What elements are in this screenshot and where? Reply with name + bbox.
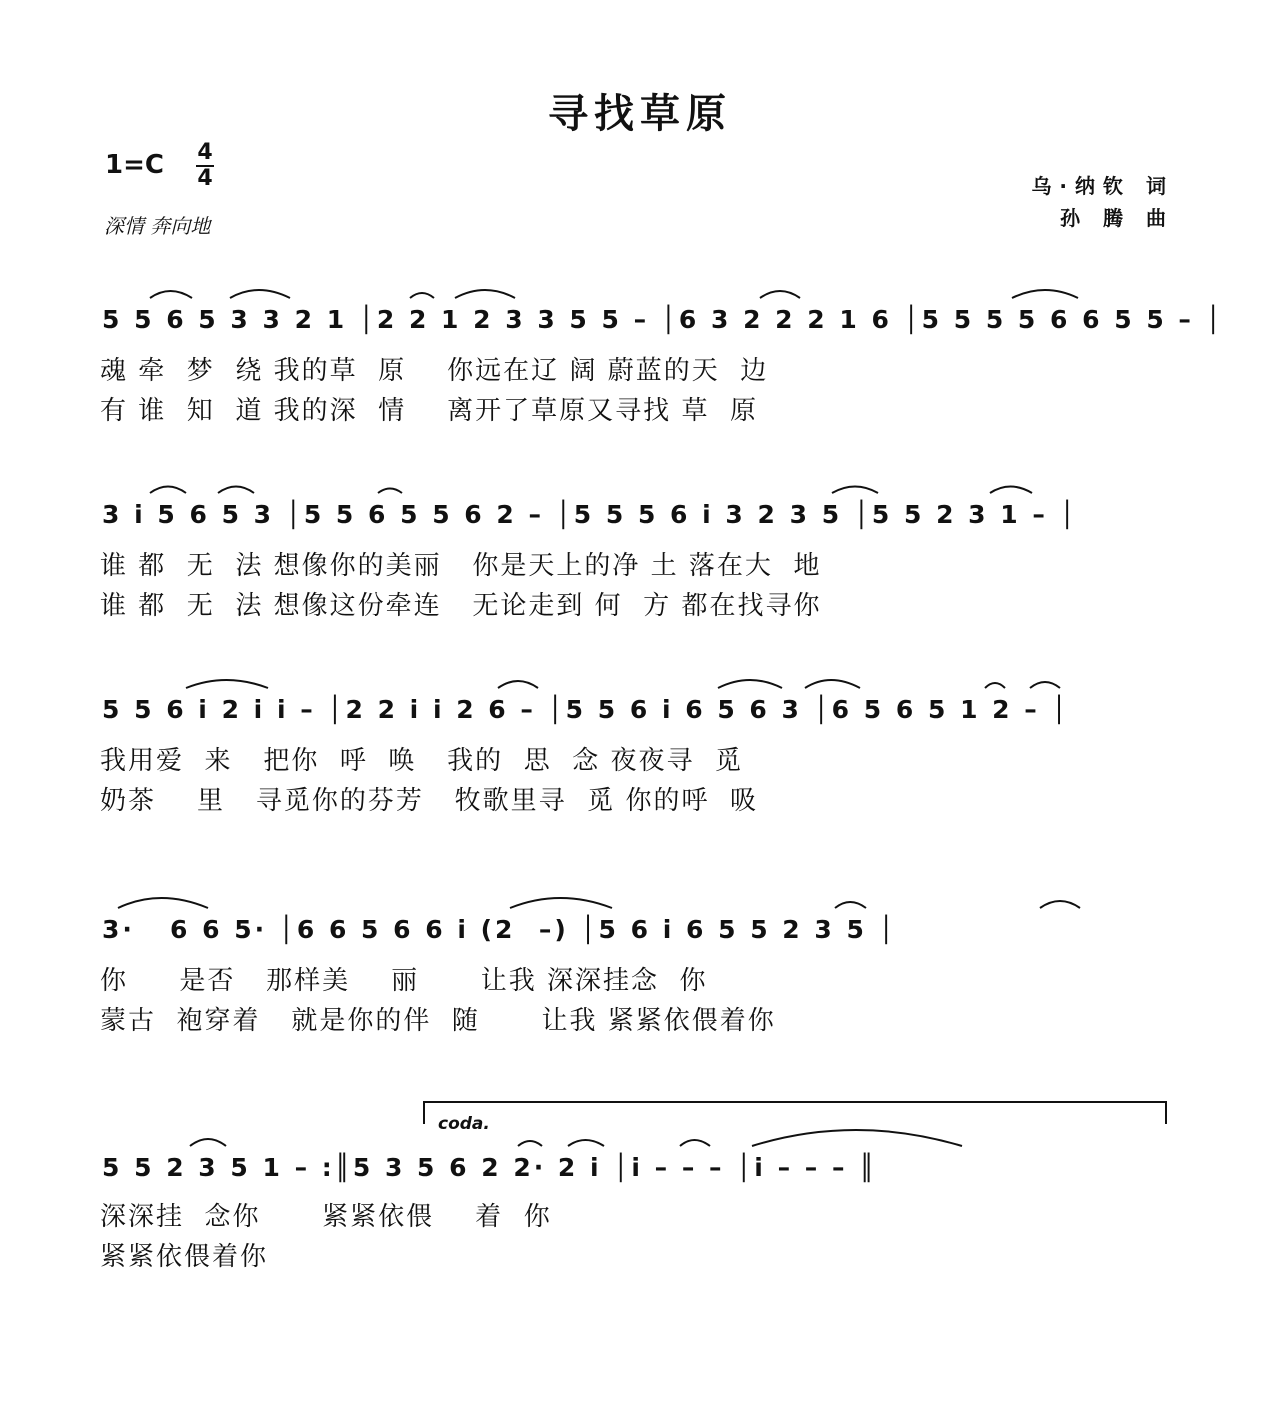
- slur: [1012, 290, 1078, 298]
- slur: [568, 1140, 604, 1146]
- lyrics-row-3-verse-1: 我用爱 来 把你 呼 唤 我的 思 念 夜夜寻 觅: [100, 746, 744, 776]
- lyrics-row-4-verse-1: 你 是否 那样美 丽 让我 深深挂念 你: [100, 966, 708, 996]
- slur: [752, 1130, 962, 1146]
- lyrics-row-5-verse-2: 紧紧依偎着你: [100, 1242, 269, 1272]
- slur: [190, 1139, 226, 1146]
- meter-top: 4: [197, 140, 213, 165]
- lyrics-row-1-verse-2: 有 谁 知 道 我的深 情 离开了草原又寻找 草 原: [100, 396, 758, 426]
- coda-bracket: [424, 1102, 1166, 1124]
- slur: [1030, 682, 1060, 688]
- slur: [230, 290, 290, 298]
- slur: [118, 898, 208, 908]
- meter-bottom: 4: [197, 166, 213, 191]
- lyrics-row-1-verse-1: 魂 牵 梦 绕 我的草 原 你远在辽 阔 蔚蓝的天 边: [100, 356, 769, 386]
- slur: [410, 293, 434, 298]
- slur: [832, 487, 878, 494]
- slur: [1040, 901, 1080, 908]
- composer-credit: 孙 腾 曲: [1060, 206, 1174, 230]
- slur: [835, 902, 866, 908]
- slur: [990, 487, 1032, 494]
- lyrics-row-2-verse-1: 谁 都 无 法 想像你的美丽 你是天上的净 土 落在大 地: [100, 551, 822, 581]
- key-signature: 1=C: [105, 150, 164, 180]
- slur: [378, 489, 402, 494]
- slur: [150, 487, 186, 494]
- notation-row-4: 3· 6 6 5· │6 6 5 6 6 i (2 –) │5 6 i 6 5 5 2 3 5 │: [102, 915, 897, 944]
- slur: [718, 680, 782, 688]
- slur: [985, 683, 1005, 688]
- slur: [218, 487, 254, 494]
- slur: [455, 290, 515, 298]
- slur: [518, 1141, 542, 1146]
- notation-row-2: 3 i 5 6 5 3 │5 5 6 5 5 6 2 – │5 5 5 6 i 3 2 3 5 │5 5 2 3 1 – │: [102, 500, 1078, 529]
- song-title: 寻找草原: [548, 90, 732, 137]
- notation-row-5: 5 5 2 3 5 1 – :║5 3 5 6 2 2· 2 i │i – – – │i – – – ║: [102, 1153, 878, 1182]
- slur: [805, 680, 860, 688]
- lyrics-row-5-verse-1: 深深挂 念你 紧紧依偎 着 你: [100, 1202, 552, 1232]
- slur: [680, 1140, 710, 1146]
- slur: [498, 681, 538, 688]
- slur: [760, 291, 800, 298]
- lyrics-row-2-verse-2: 谁 都 无 法 想像这份牵连 无论走到 何 方 都在找寻你: [100, 591, 822, 621]
- slur: [150, 291, 192, 298]
- tempo-marking: 深情 奔向地: [104, 214, 211, 238]
- slur: [186, 680, 268, 688]
- slur: [510, 898, 612, 908]
- lyrics-row-3-verse-2: 奶茶 里 寻觅你的芬芳 牧歌里寻 觅 你的呼 吸: [100, 786, 758, 816]
- notation-row-3: 5 5 6 i 2 i i – │2 2 i i 2 6 – │5 5 6 i 6 5 6 3 │6 5 6 5 1 2 – │: [102, 695, 1070, 724]
- coda-label: coda.: [438, 1114, 490, 1134]
- lyricist-credit: 乌·纳钦 词: [1031, 174, 1174, 198]
- lyrics-row-4-verse-2: 蒙古 袍穿着 就是你的伴 随 让我 紧紧依偎着你: [100, 1006, 776, 1036]
- notation-row-1: 5 5 6 5 3 3 2 1 │2 2 1 2 3 3 5 5 – │6 3 2 2 2 1 6 │5 5 5 5 6 6 5 5 – │: [102, 305, 1224, 334]
